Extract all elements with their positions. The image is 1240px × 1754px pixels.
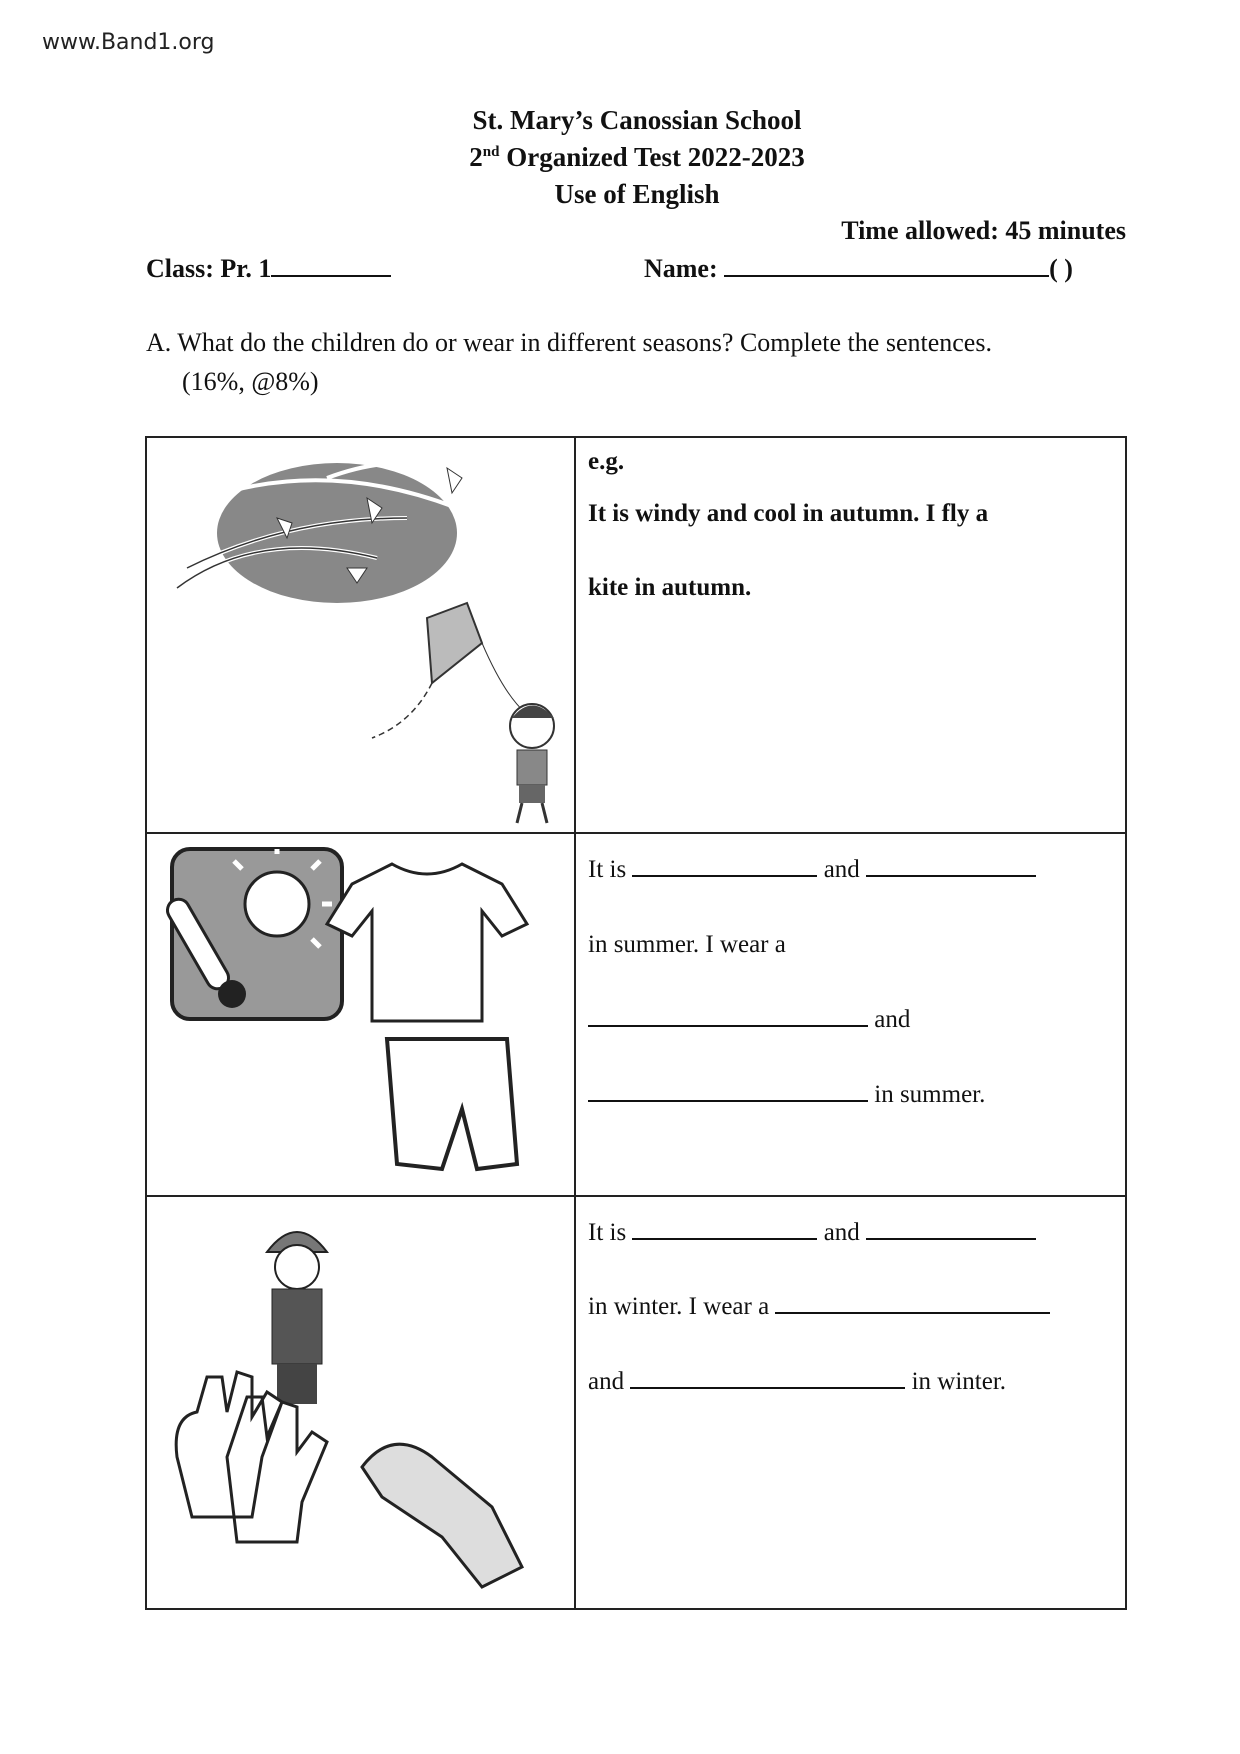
subject: Use of English	[554, 179, 720, 209]
class-number: ( )	[1049, 254, 1073, 283]
name-label: Name:	[644, 254, 718, 283]
sentence-cell	[575, 1196, 1126, 1609]
picture-cell	[146, 437, 575, 833]
wind-leaves-icon	[147, 438, 574, 832]
answer-blank[interactable]	[866, 1237, 1036, 1240]
name-field[interactable]	[644, 254, 1073, 284]
picture-cell	[146, 833, 575, 1196]
text: and	[588, 1368, 625, 1395]
summer-line-3	[588, 1006, 910, 1034]
section-a-marks: (16%, @8%)	[182, 367, 319, 396]
text: and	[823, 1219, 860, 1246]
section-a-instruction: A. What do the children do or wear in different seasons? Complete the sentences.	[146, 328, 992, 357]
ordinal-suffix: nd	[482, 144, 500, 160]
example-sentence-1: It is windy and cool in autumn. I fly a	[588, 500, 989, 527]
winter-line-3	[588, 1368, 1006, 1396]
text: in summer.	[874, 1081, 986, 1108]
text: and	[874, 1006, 911, 1033]
example-label: e.g.	[588, 448, 625, 475]
answer-blank[interactable]	[866, 874, 1036, 877]
shorts-icon	[387, 1039, 517, 1169]
winter-line-2	[588, 1293, 1050, 1321]
answer-blank[interactable]	[588, 1099, 868, 1102]
answer-blank[interactable]	[632, 1237, 817, 1240]
winter-pictures	[147, 1197, 574, 1608]
winter-line-1	[588, 1219, 1036, 1247]
watermark: www.Band1.org	[42, 30, 215, 55]
exercise-table	[145, 436, 1127, 1610]
table-row	[146, 833, 1126, 1196]
class-field[interactable]	[146, 254, 391, 284]
sentence-cell	[575, 437, 1126, 833]
table-row	[146, 437, 1126, 833]
cold-child-icon	[267, 1232, 327, 1404]
kite-boy-icon	[372, 603, 554, 823]
summer-line-2: in summer. I wear a	[588, 931, 786, 958]
text: in winter. I wear a	[588, 1293, 770, 1320]
school-name: St. Mary’s Canossian School	[472, 105, 802, 135]
table-row	[146, 1196, 1126, 1609]
time-allowed: Time allowed: 45 minutes	[841, 216, 1126, 245]
answer-blank[interactable]	[588, 1024, 868, 1027]
test-title	[0, 142, 1240, 173]
answer-blank[interactable]	[632, 874, 817, 877]
answer-blank[interactable]	[630, 1386, 905, 1389]
text: and	[823, 856, 860, 883]
summer-pictures	[147, 834, 574, 1195]
text: It is	[588, 856, 627, 883]
scarf-icon	[362, 1444, 522, 1587]
sentence-cell	[575, 833, 1126, 1196]
ordinal: 2	[469, 142, 483, 172]
text: in winter.	[911, 1368, 1007, 1395]
picture-cell	[146, 1196, 575, 1609]
t-shirt-icon	[327, 864, 527, 1021]
summer-line-4	[588, 1081, 985, 1109]
answer-blank[interactable]	[775, 1311, 1050, 1314]
test-name: Organized Test 2022-2023	[506, 142, 805, 172]
text: It is	[588, 1219, 627, 1246]
summer-line-1	[588, 856, 1036, 884]
class-label: Class: Pr. 1	[146, 254, 272, 283]
hot-sun-thermometer-icon	[163, 849, 342, 1019]
example-sentence-2: kite in autumn.	[588, 574, 752, 601]
